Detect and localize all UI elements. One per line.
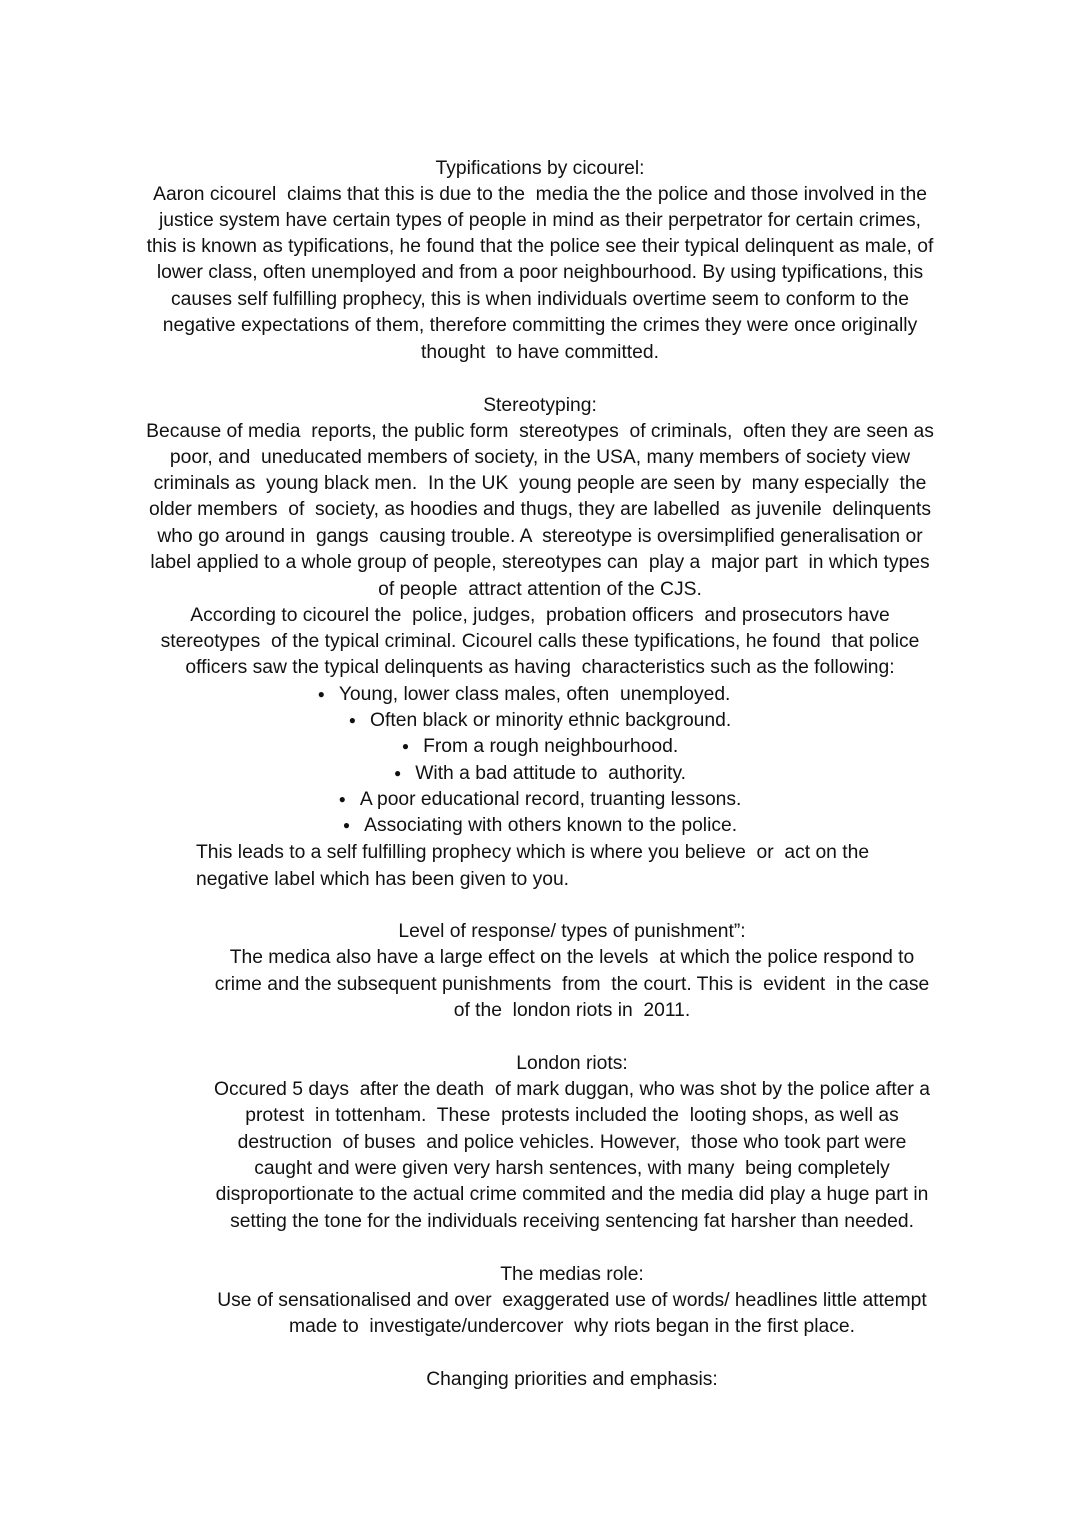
text-line: negative expectations of them, therefore committing the crimes they were once originally <box>162 315 918 336</box>
text-line: thought to have committed. <box>421 342 659 363</box>
section-heading-changing-priorities: Changing priorities and emphasis: <box>426 1369 718 1390</box>
bullet-item: ● From a rough neighbourhood. <box>0 734 1080 761</box>
text-line: causes self fulfilling prophecy, this is when individuals overtime seem to conform to the <box>170 289 910 310</box>
text-line: lower class, often unemployed and from a poor neighbourhood. By using typifications, this <box>156 262 924 283</box>
text-line: Occured 5 days after the death of mark duggan, who was shot by the police after a <box>214 1079 930 1100</box>
text-line: who go around in gangs causing trouble. A stereotype is oversimplified generalisation or <box>157 526 923 547</box>
text-line: destruction of buses and police vehicles. However, those who took part were <box>237 1132 907 1153</box>
text-line: negative label which has been given to you. <box>196 869 570 890</box>
section-heading-typifications: Typifications by cicourel: <box>435 158 645 179</box>
text-line: of people attract attention of the CJS. <box>378 579 702 600</box>
text-line: This leads to a self fulfilling prophecy which is where you believe or act on the <box>196 842 870 863</box>
text-line: justice system have certain types of people in mind as their perpetrator for certain crimes, <box>159 210 921 231</box>
text-line: of the london riots in 2011. <box>453 1000 691 1021</box>
text-line: caught and were given very harsh sentences, with many being completely <box>254 1158 890 1179</box>
text-line: crime and the subsequent punishments from the court. This is evident in the case <box>214 974 930 995</box>
text-line: officers saw the typical delinquents as having characteristics such as the following: <box>185 657 895 678</box>
text-line: According to cicourel the police, judges, probation officers and prosecutors have <box>190 605 890 626</box>
bullet-item: ● Often black or minority ethnic background. <box>0 708 1080 735</box>
text-line: this is known as typifications, he found that the police see their typical delinquent as male, of <box>146 236 934 257</box>
text-line: Use of sensationalised and over exaggerated use of words/ headlines little attempt <box>217 1290 927 1311</box>
text-line: Because of media reports, the public form stereotypes of criminals, often they are seen as <box>146 421 934 442</box>
bullet-item: ● A poor educational record, truanting lessons. <box>0 787 1080 814</box>
section-heading-stereotyping: Stereotyping: <box>483 395 597 416</box>
section-heading-medias-role: The medias role: <box>500 1264 644 1285</box>
section-heading-level-of-response: Level of response/ types of punishment”: <box>398 921 746 942</box>
text-line: Aaron cicourel claims that this is due to the media the the police and those involved in the <box>153 184 927 205</box>
bullet-item: ● With a bad attitude to authority. <box>0 761 1080 788</box>
bullet-item: ● Associating with others known to the police. <box>0 813 1080 840</box>
section-heading-london-riots: London riots: <box>516 1053 628 1074</box>
bullet-item: ● Young, lower class males, often unemployed. <box>0 682 1064 709</box>
text-line: protest in tottenham. These protests included the looting shops, as well as <box>245 1105 899 1126</box>
text-line: disproportionate to the actual crime commited and the media did play a huge part in <box>215 1184 929 1205</box>
text-line: older members of society, as hoodies and thugs, they are labelled as juvenile delinquents <box>148 499 932 520</box>
text-line: The medica also have a large effect on the levels at which the police respond to <box>229 947 915 968</box>
text-line: setting the tone for the individuals receiving sentencing fat harsher than needed. <box>230 1211 914 1232</box>
text-line: stereotypes of the typical criminal. Cicourel calls these typifications, he found that police <box>160 631 920 652</box>
text-line: poor, and uneducated members of society, in the USA, many members of society view <box>169 447 911 468</box>
text-line: made to investigate/undercover why riots began in the first place. <box>289 1316 855 1337</box>
text-line: label applied to a whole group of people, stereotypes can play a major part in which types <box>150 552 930 573</box>
text-line: criminals as young black men. In the UK young people are seen by many especially the <box>153 473 927 494</box>
